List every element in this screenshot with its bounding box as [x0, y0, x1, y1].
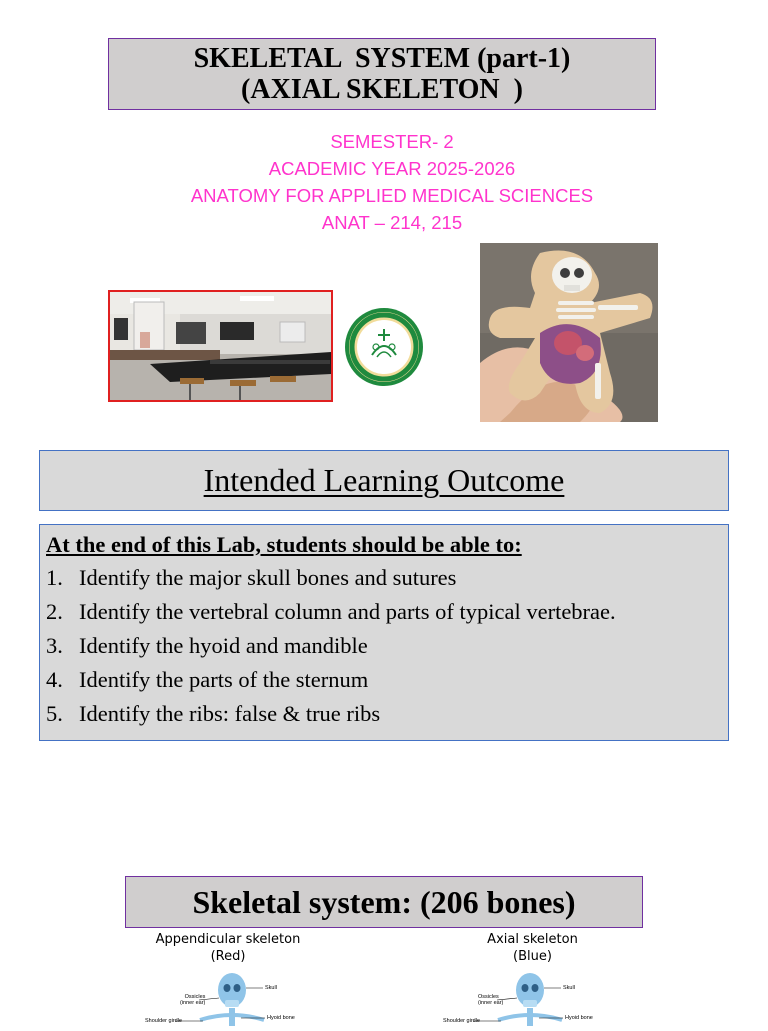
- label-shoulder-girdle: Shoulder girdle: [443, 1018, 480, 1024]
- course-code-text: ANAT – 214, 215: [321, 212, 463, 233]
- semester-text: SEMESTER- 2: [330, 131, 454, 152]
- appendicular-caption: Appendicular skeleton (Red): [155, 932, 301, 964]
- subject-text: ANATOMY FOR APPLIED MEDICAL SCIENCES: [190, 185, 594, 206]
- axial-caption: Axial skeleton (Blue): [487, 932, 578, 964]
- skeletal-system-heading-box: [125, 876, 643, 928]
- objectives-intro: At the end of this Lab, students should be able to:: [46, 532, 522, 557]
- label-ossicles: Ossicles (inner ear): [478, 994, 504, 1006]
- academic-year-text: ACADEMIC YEAR 2025-2026: [268, 158, 516, 179]
- objective-item: 3. Identify the hyoid and mandible: [46, 633, 368, 658]
- label-skull: Skull: [563, 985, 575, 991]
- label-ossicles: Ossicles (inner ear): [180, 994, 206, 1006]
- lab-photo: [108, 290, 333, 402]
- label-shoulder-girdle: Shoulder girdle: [145, 1018, 182, 1024]
- label-hyoid: Hyoid bone: [267, 1015, 295, 1021]
- objective-item: 4. Identify the parts of the sternum: [46, 667, 369, 692]
- label-hyoid: Hyoid bone: [565, 1015, 593, 1021]
- objective-item: 1. Identify the major skull bones and sutures: [46, 565, 457, 590]
- ilo-heading-box: [39, 450, 729, 511]
- objectives-list: [46, 561, 728, 731]
- axial-skeleton-figure: [443, 966, 613, 1026]
- course-info: [108, 128, 676, 236]
- university-logo: [344, 307, 424, 387]
- label-skull: Skull: [265, 985, 277, 991]
- title-box: [108, 38, 656, 110]
- objective-item: 2. Identify the vertebral column and parts of typical vertebrae.: [46, 599, 616, 624]
- anatomy-model-photo: [480, 243, 658, 422]
- objectives-box: [39, 524, 729, 741]
- title-line-2: (AXIAL SKELETON ): [241, 74, 523, 105]
- ilo-heading: Intended Learning Outcome: [203, 462, 565, 498]
- title-line-1: SKELETAL SYSTEM (part-1): [193, 43, 571, 74]
- skeletal-system-heading: Skeletal system: (206 bones): [192, 884, 576, 920]
- objective-item: 5. Identify the ribs: false & true ribs: [46, 701, 381, 726]
- appendicular-skeleton-figure: [145, 966, 315, 1026]
